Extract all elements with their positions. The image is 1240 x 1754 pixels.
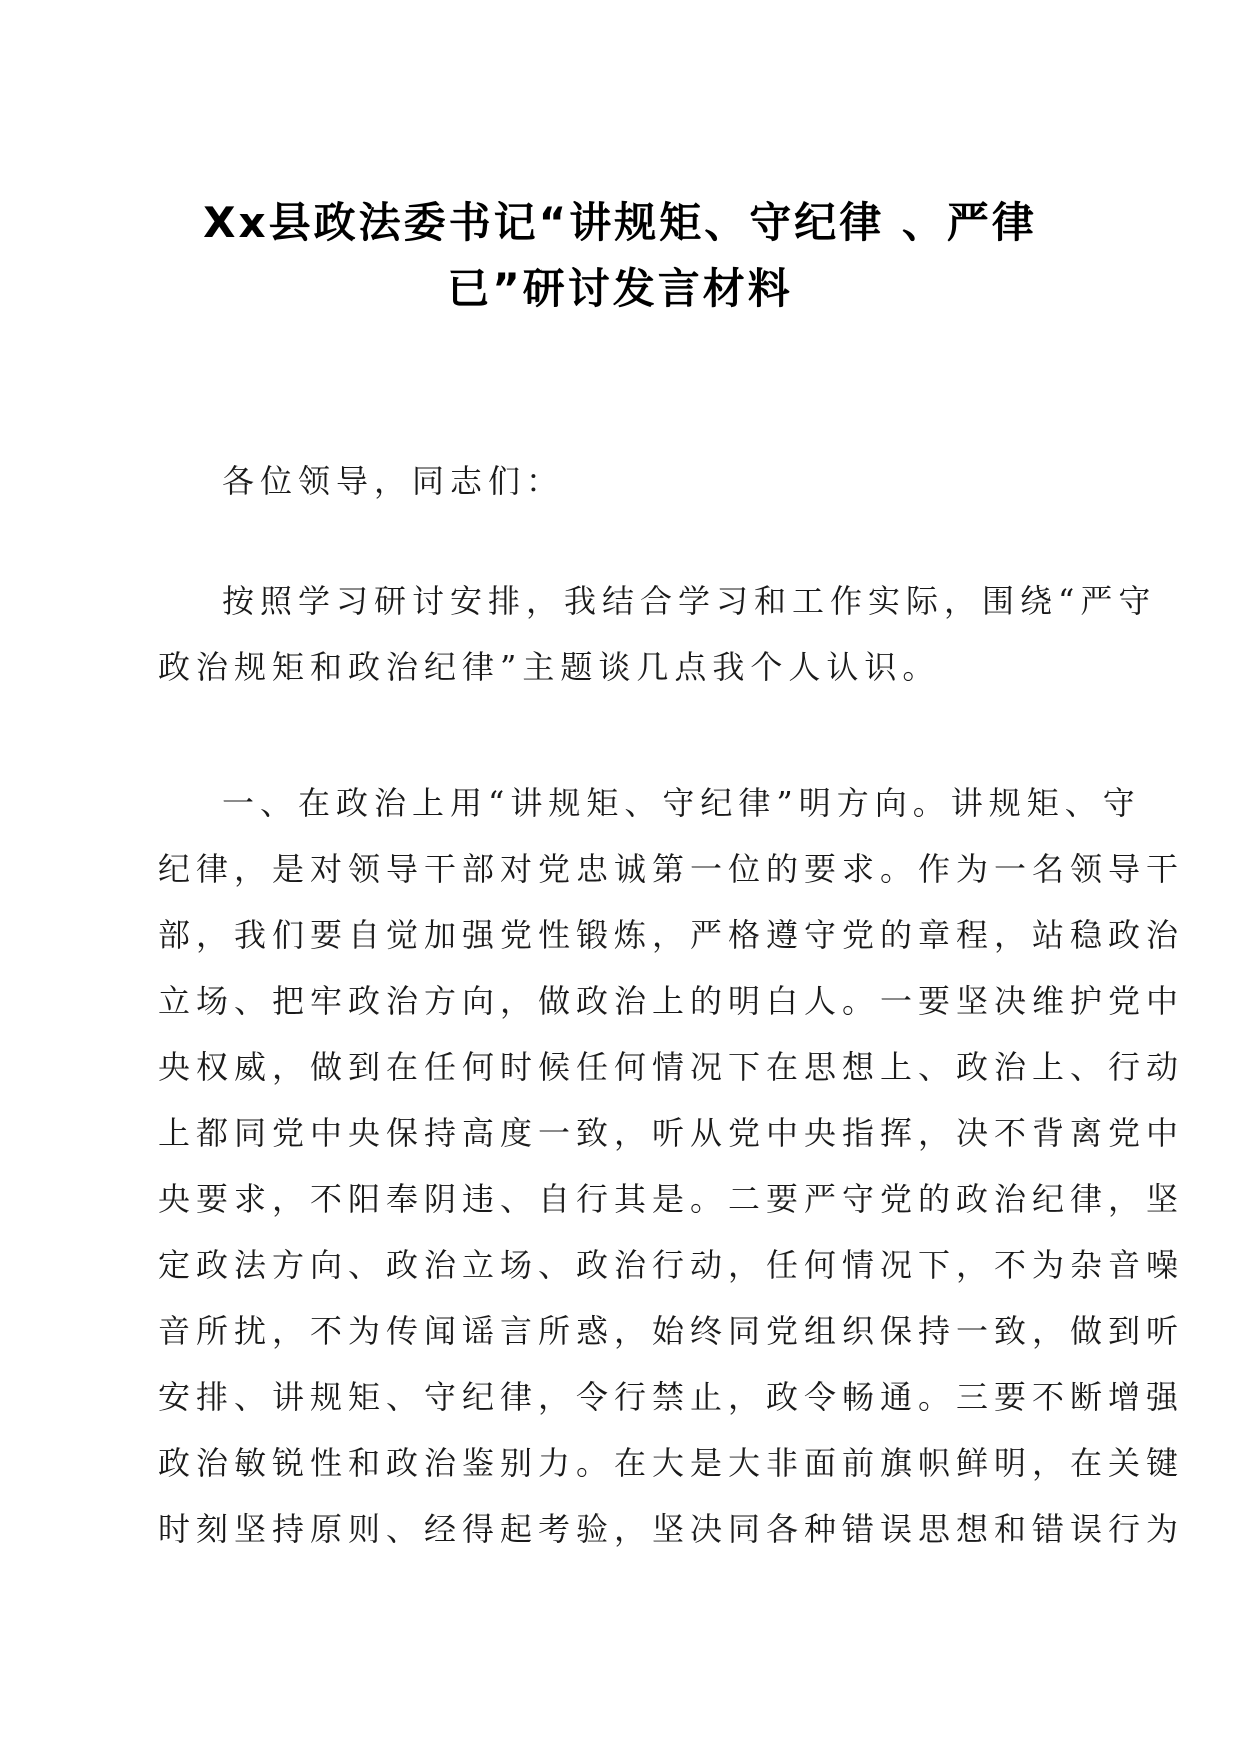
salutation-text: 各位领导，同志们： [222,462,565,500]
paragraph-line: 政治规矩和政治纪律”主题谈几点我个人认识。 [158,648,941,686]
paragraph-line: 纪律，是对领导干部对党忠诚第一位的要求。作为一名领导干 [158,850,1185,888]
paragraph-line: 安排、讲规矩、守纪律，令行禁止，政令畅通。三要不断增强 [158,1378,1185,1416]
paragraph-line: 上都同党中央保持高度一致，听从党中央指挥，决不背离党中 [158,1114,1185,1152]
paragraph-line: 定政法方向、政治立场、政治行动，任何情况下，不为杂音噪 [158,1246,1185,1284]
paragraph-line: 一、在政治上用“讲规矩、守纪律”明方向。讲规矩、守 [222,784,1141,822]
title-line: 已”研讨发言材料 [447,264,793,313]
paragraph-line: 央权威，做到在任何时候任何情况下在思想上、政治上、行动 [158,1048,1185,1086]
document-title [170,190,1070,322]
paragraph-section-one [158,770,1185,1562]
paragraph-line: 时刻坚持原则、经得起考验，坚决同各种错误思想和错误行为 [158,1510,1185,1548]
salutation [158,448,1078,514]
title-line: Xx县政法委书记“讲规矩、守纪律 、严律 [203,198,1037,247]
paragraph-line: 立场、把牢政治方向，做政治上的明白人。一要坚决维护党中 [158,982,1185,1020]
paragraph-line: 按照学习研讨安排，我结合学习和工作实际，围绕“严守 [222,582,1157,620]
paragraph-intro [158,568,1157,700]
paragraph-line: 部，我们要自觉加强党性锻炼，严格遵守党的章程，站稳政治 [158,916,1185,954]
paragraph-line: 政治敏锐性和政治鉴别力。在大是大非面前旗帜鲜明，在关键 [158,1444,1185,1482]
paragraph-line: 央要求，不阳奉阴违、自行其是。二要严守党的政治纪律，坚 [158,1180,1185,1218]
paragraph-line: 音所扰，不为传闻谣言所惑，始终同党组织保持一致，做到听 [158,1312,1185,1350]
